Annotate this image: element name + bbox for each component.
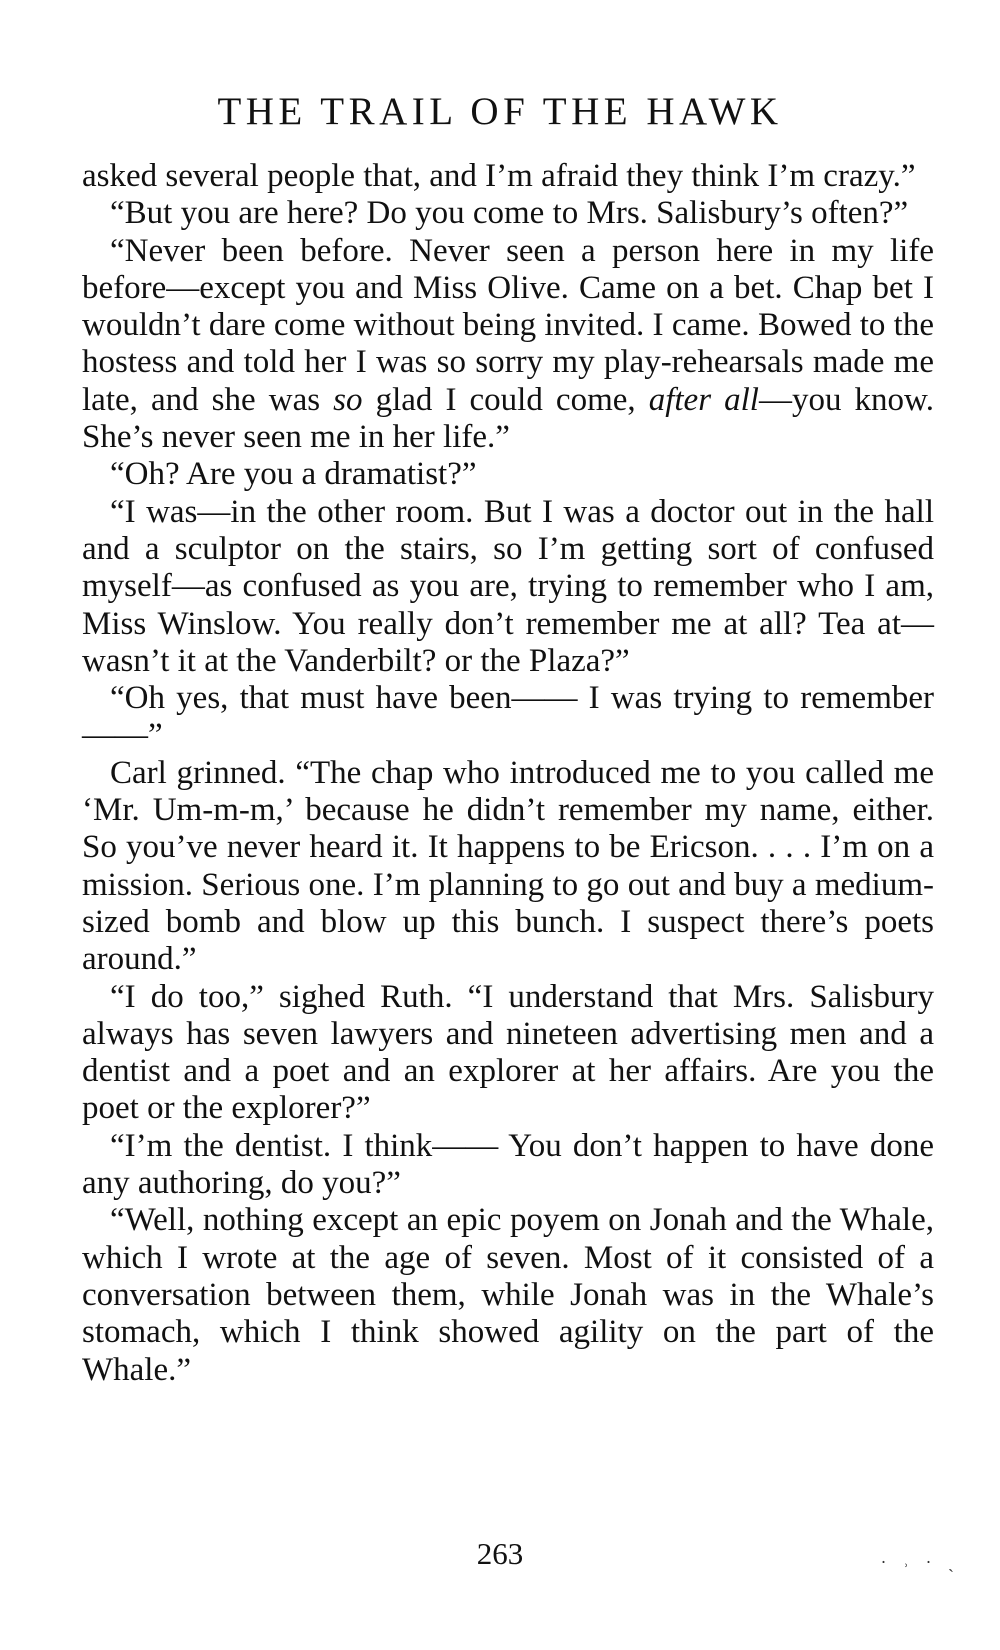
paragraph-9: “I’m the dentist. I think—— You don’t happen to have done any authoring, do you?”	[82, 1127, 934, 1202]
paragraph-3-part-c: —you know. She’s never seen me in her life.”	[82, 381, 934, 456]
paragraph-5: “I was—in the other room. But I was a doctor out in the hall and a sculptor on the stairs, so I’m getting sort of confused myself—as confused as you are, trying to remember who I am, Miss Winslow. You really don’t remember me at all? Tea at—wasn’t it at the Vanderbilt? or the Plaza?”	[82, 493, 934, 679]
print-specks: · ˒ · ˏ	[880, 1552, 960, 1572]
page-number: 263	[476, 1536, 524, 1571]
paragraph-6: “Oh yes, that must have been—— I was trying to remember——”	[82, 680, 934, 754]
paragraph-3-part-b: glad I could come,	[362, 381, 649, 418]
body-text	[82, 158, 934, 1389]
emphasis-so: so	[333, 381, 363, 418]
paragraph-3-part-a: “Never been before. Never seen a person here in my life before—except you and Miss Olive. Came on a bet. Chap bet I wouldn’t dare come without being invited. I came. Bowed to the hostess and told her I was so sorry my play-rehearsals made me late, and she was	[82, 232, 934, 418]
emphasis-after-all: after all	[648, 381, 759, 418]
running-head: THE TRAIL OF THE HAWK	[217, 90, 783, 133]
paragraph-2: “But you are here? Do you come to Mrs. Salisbury’s often?”	[110, 195, 909, 232]
paragraph-1: asked several people that, and I’m afraid they think I’m crazy.”	[82, 158, 916, 194]
paragraph-7: Carl grinned. “The chap who introduced me to you called me ‘Mr. Um-m-m,’ because he didn’t remember my name, either. So you’ve never heard it. It happens to be Ericson. . . . I’m on a mission. Serious one. I’m planning to go out and buy a medium-sized bomb and blow up this bunch. I suspect there’s poets around.”	[82, 754, 934, 978]
paragraph-10: “Well, nothing except an epic poyem on Jonah and the Whale, which I wrote at the age of seven. Most of it consisted of a conversation between them, while Jonah was in the Whale’s stomach, which I think showed agility on the part of the Whale.”	[82, 1202, 934, 1388]
paragraph-8: “I do too,” sighed Ruth. “I understand that Mrs. Salisbury always has seven lawyers and nineteen advertising men and a dentist and a poet and an explorer at her affairs. Are you the poet or the explorer?”	[82, 978, 934, 1127]
paragraph-4: “Oh? Are you a dramatist?”	[110, 456, 477, 493]
paragraph-3	[82, 233, 934, 457]
